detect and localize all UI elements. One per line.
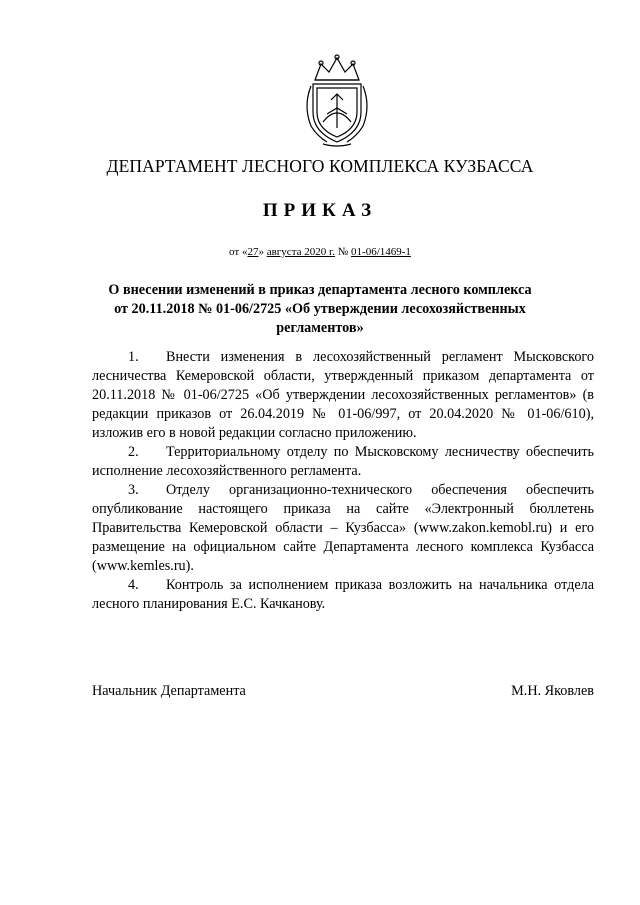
- item-number: 1.: [128, 349, 139, 365]
- item-number: 4.: [128, 577, 139, 593]
- order-dateline: [0, 246, 640, 258]
- department-title: ДЕПАРТАМЕНТ ЛЕСНОГО КОМПЛЕКСА КУЗБАССА: [106, 156, 534, 176]
- item-text: Территориальному отделу по Мысковскому лесничеству обеспечить исполнение лесохозяйственного регламента.: [92, 444, 594, 479]
- order-month-year: августа 2020 г.: [266, 246, 336, 258]
- document-type-heading: ПРИКАЗ: [262, 200, 378, 221]
- order-item: [92, 348, 594, 443]
- order-item: [92, 576, 594, 614]
- order-number: 01-06/1469-1: [351, 246, 411, 258]
- order-subject: О внесении изменений в приказ департамента лесного комплекса от 20.11.2018 № 01-06/2725 «Об утверждении лесохозяйственных регламентов»: [108, 282, 532, 336]
- signatory-name: М.Н. Яковлев: [511, 683, 594, 699]
- coat-of-arms-icon: [293, 50, 381, 148]
- order-item: [92, 443, 594, 481]
- item-text: Контроль за исполнением приказа возложить на начальника отдела лесного планирования Е.С. Качканову.: [92, 577, 594, 612]
- date-mid: »: [258, 246, 267, 258]
- number-label: №: [335, 246, 352, 258]
- order-day: 27: [247, 246, 259, 258]
- item-text: Отделу организационно-технического обеспечения обеспечить опубликование настоящего приказа на сайте «Электронный бюллетень Правительства Кемеровской области – Кузбасса» (www.zakon.kemobl.ru) и его размещение на официальном сайте Департамента лесного комплекса Кузбасса (www.kemles.ru).: [92, 482, 594, 574]
- item-number: 3.: [128, 482, 139, 498]
- order-body: [92, 348, 594, 614]
- date-prefix: от «: [229, 246, 248, 258]
- order-item: [92, 481, 594, 576]
- signatory-title: Начальник Департамента: [92, 683, 246, 699]
- item-text: Внести изменения в лесохозяйственный регламент Мысковского лесничества Кемеровской области, утвержденный приказом департамента от 20.11.2018 № 01-06/2725 «Об утверждении лесохозяйственных регламентов» (в редакции приказов от 26.04.2019 № 01-06/997, от 20.04.2020 № 01-06/610), изложив его в новой редакции согласно приложению.: [92, 349, 594, 441]
- item-number: 2.: [128, 444, 139, 460]
